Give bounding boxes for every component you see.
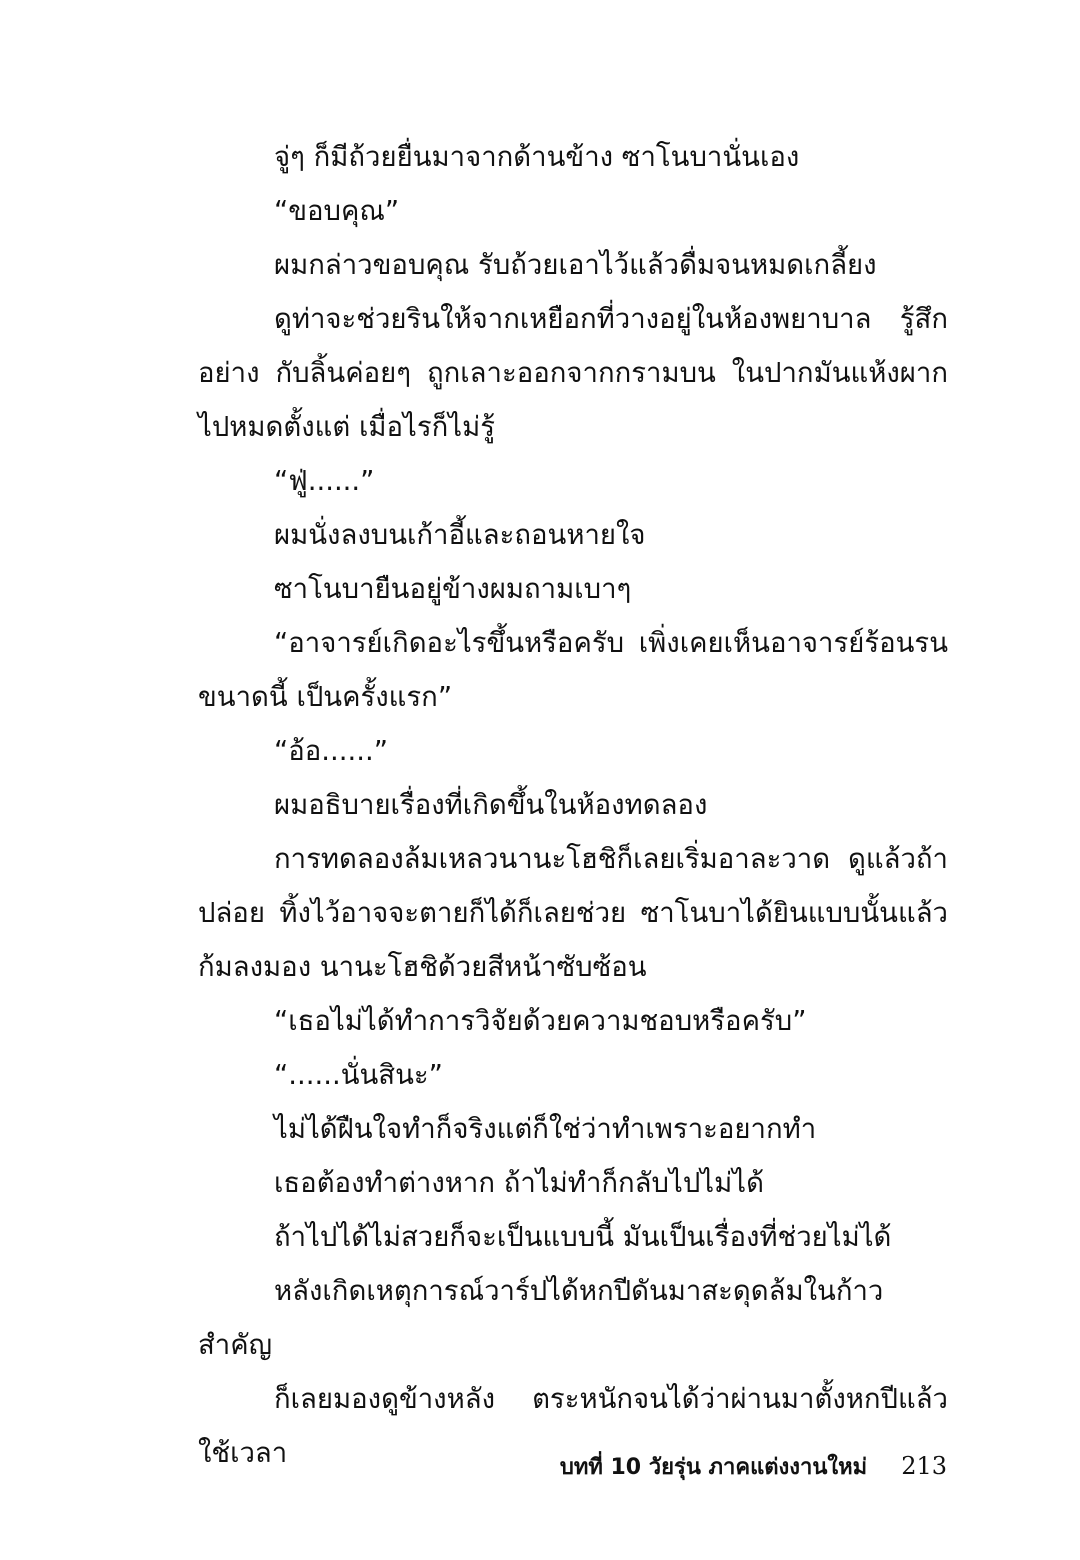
page-number: 213: [901, 1452, 947, 1480]
paragraph: “ขอบคุณ”: [274, 195, 400, 227]
paragraph: ผมอธิบายเรื่องที่เกิดขึ้นในห้องทดลอง: [274, 789, 708, 821]
running-head: บทที่ 10 วัยรุ่น ภาคแต่งงานใหม่: [559, 1455, 868, 1480]
paragraph: ผมนั่งลงบนเก้าอี้และถอนหายใจ: [274, 519, 646, 551]
paragraph: “เธอไม่ได้ทำการวิจัยด้วยความชอบหรือครับ”: [274, 1005, 807, 1037]
paragraph: “......นั่นสินะ”: [274, 1059, 443, 1091]
paragraph: การทดลองล้มเหลวนานะโฮชิก็เลยเริ่มอาละวาด ดูแล้วถ้าปล่อย ทิ้งไว้อาจจะตายก็ได้ก็เลยช่วย ซาโนบาได้ยินแบบนั้นแล้วก้มลงมอง นานะโฮชิด้วยสีหน้าซับซ้อน: [198, 843, 948, 983]
paragraph: ผมกล่าวขอบคุณ รับถ้วยเอาไว้แล้วดื่มจนหมดเกลี้ยง: [274, 249, 877, 281]
paragraph: จู่ๆ ก็มีถ้วยยื่นมาจากด้านข้าง ซาโนบานั่นเอง: [274, 141, 800, 173]
body-text: [198, 130, 948, 1480]
paragraph: ก็เลยมองดูข้างหลัง ตระหนักจนได้ว่าผ่านมาตั้งหกปีแล้ว ใช้เวลา: [198, 1383, 948, 1469]
paragraph: “ฟู่......”: [274, 465, 375, 497]
paragraph: หลังเกิดเหตุการณ์วาร์ปได้หกปีดันมาสะดุดล้มในก้าวสำคัญ: [198, 1275, 884, 1361]
paragraph: “อ้อ......”: [274, 735, 388, 767]
paragraph: ซาโนบายืนอยู่ข้างผมถามเบาๆ: [274, 573, 632, 605]
page-footer: [560, 1449, 947, 1489]
paragraph: ดูท่าจะช่วยรินให้จากเหยือกที่วางอยู่ในห้องพยาบาล รู้สึกอย่าง กับลิ้นค่อยๆ ถูกเลาะออกจากกรามบน ในปากมันแห้งผากไปหมดตั้งแต่ เมื่อไรก็ไม่รู้: [198, 303, 948, 443]
paragraph: ถ้าไปได้ไม่สวยก็จะเป็นแบบนี้ มันเป็นเรื่องที่ช่วยไม่ได้: [274, 1221, 892, 1253]
paragraph: “อาจารย์เกิดอะไรขึ้นหรือครับ เพิ่งเคยเห็นอาจารย์ร้อนรนขนาดนี้ เป็นครั้งแรก”: [198, 627, 948, 713]
paragraph: ไม่ได้ฝืนใจทำก็จริงแต่ก็ใช่ว่าทำเพราะอยากทำ: [274, 1113, 817, 1145]
paragraph: เธอต้องทำต่างหาก ถ้าไม่ทำก็กลับไปไม่ได้: [274, 1167, 764, 1199]
